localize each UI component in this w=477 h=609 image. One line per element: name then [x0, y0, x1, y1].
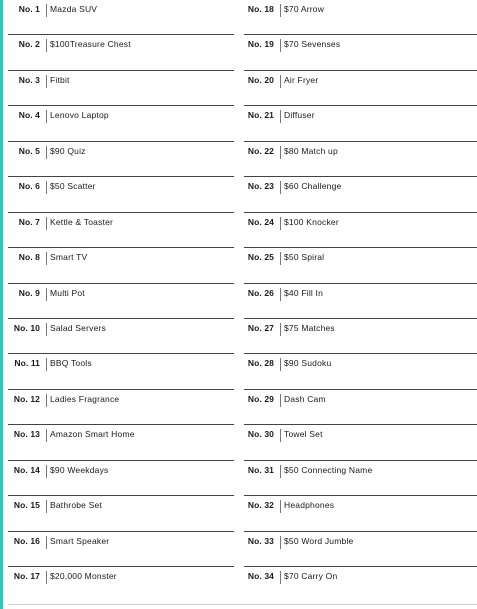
prize-row [244, 248, 477, 283]
prize-name: Salad Servers [50, 322, 106, 333]
prize-name: $90 Quiz [50, 145, 86, 156]
prize-row [8, 496, 234, 531]
prize-row [244, 532, 477, 567]
prize-name: Smart TV [50, 252, 88, 263]
prize-name: Smart Speaker [50, 535, 110, 546]
prize-name: Headphones [284, 500, 335, 511]
prize-name: Amazon Smart Home [50, 429, 135, 440]
prize-row [244, 390, 477, 425]
prize-row [8, 177, 234, 212]
prize-row [244, 319, 477, 354]
prize-number: No. 34 [247, 571, 274, 581]
prize-number: No. 30 [247, 429, 274, 440]
prize-number: No. 6 [18, 181, 40, 192]
prize-name: BBQ Tools [50, 358, 92, 369]
prize-row [244, 213, 477, 248]
prize-number: No. 14 [13, 464, 40, 475]
prize-number: No. 22 [247, 145, 274, 156]
prize-row [8, 354, 234, 389]
prize-name: $70 Arrow [284, 4, 325, 14]
prize-number: No. 4 [18, 110, 40, 121]
prize-row [244, 106, 477, 141]
prize-name: Bathrobe Set [50, 500, 103, 511]
prize-row [244, 177, 477, 212]
prize-row [244, 142, 477, 177]
prize-number: No. 10 [13, 322, 40, 333]
prize-number: No. 24 [247, 216, 274, 227]
prize-row [8, 35, 234, 70]
prize-number: No. 5 [18, 145, 40, 156]
prize-row [8, 71, 234, 106]
prize-name: $50 Word Jumble [284, 535, 354, 546]
prize-row [8, 567, 234, 602]
prize-name: Multi Pot [50, 287, 85, 298]
prize-number: No. 9 [18, 287, 40, 298]
prize-row [8, 248, 234, 283]
prize-row [8, 213, 234, 248]
prize-name: $20,000 Monster [50, 571, 117, 581]
prize-list-right [244, 0, 477, 602]
prize-row [8, 106, 234, 141]
prize-name: $90 Sudoku [284, 358, 332, 369]
prize-number: No. 27 [247, 322, 274, 333]
prize-name: Lenovo Laptop [50, 110, 109, 121]
prize-number: No. 12 [13, 393, 40, 404]
bottom-divider [8, 604, 477, 605]
prize-number: No. 17 [13, 571, 40, 581]
prize-number: No. 29 [247, 393, 274, 404]
prize-row [244, 71, 477, 106]
prize-number: No. 7 [18, 216, 40, 227]
prize-name: $50 Scatter [50, 181, 96, 192]
prize-number: No. 18 [247, 4, 274, 14]
prize-name: Mazda SUV [50, 4, 98, 14]
prize-row [244, 35, 477, 70]
accent-bar [0, 0, 3, 609]
prize-number: No. 23 [247, 181, 274, 192]
prize-name: $40 Fill In [284, 287, 324, 298]
prize-row [244, 354, 477, 389]
prize-name: Towel Set [284, 429, 323, 440]
prize-row [8, 142, 234, 177]
prize-number: No. 1 [18, 4, 40, 14]
prize-name: Fitbit [50, 74, 70, 85]
prize-name: $75 Matches [284, 322, 335, 333]
prize-name: $70 Sevenses [284, 39, 341, 50]
prize-number: No. 26 [247, 287, 274, 298]
prize-name: $80 Match up [284, 145, 338, 156]
prize-row [8, 425, 234, 460]
prize-number: No. 20 [247, 74, 274, 85]
prize-row [244, 284, 477, 319]
prize-name: $100 Knocker [284, 216, 339, 227]
prize-number: No. 31 [247, 464, 274, 475]
prize-number: No. 2 [18, 39, 40, 50]
prize-name: $70 Carry On [284, 571, 338, 581]
prize-name: Dash Cam [284, 393, 326, 404]
prize-number: No. 21 [247, 110, 274, 121]
prize-number: No. 32 [247, 500, 274, 511]
prize-number: No. 13 [13, 429, 40, 440]
prize-row [244, 425, 477, 460]
prize-number: No. 15 [13, 500, 40, 511]
prize-row [8, 532, 234, 567]
prize-name: $100Treasure Chest [50, 39, 131, 50]
prize-name: Kettle & Toaster [50, 216, 114, 227]
prize-name: Diffuser [284, 110, 315, 121]
prize-row [8, 0, 234, 35]
prize-row [8, 284, 234, 319]
prize-row [244, 0, 477, 35]
prize-number: No. 19 [247, 39, 274, 50]
prize-name: $90 Weekdays [50, 464, 109, 475]
prize-list-left [8, 0, 234, 602]
prize-row [244, 567, 477, 602]
prize-name: Air Fryer [284, 74, 319, 85]
prize-number: No. 8 [18, 252, 40, 263]
prize-name: $50 Spiral [284, 252, 325, 263]
prize-name: $60 Challenge [284, 181, 342, 192]
prize-number: No. 28 [247, 358, 274, 369]
prize-row [244, 461, 477, 496]
prize-number: No. 11 [14, 358, 40, 369]
prize-row [8, 461, 234, 496]
prize-number: No. 33 [247, 535, 274, 546]
prize-row [8, 319, 234, 354]
prize-row [8, 390, 234, 425]
prize-number: No. 16 [13, 535, 40, 546]
prize-number: No. 3 [18, 74, 40, 85]
prize-row [244, 496, 477, 531]
prize-name: Ladies Fragrance [50, 393, 120, 404]
prize-number: No. 25 [247, 252, 274, 263]
prize-name: $50 Connecting Name [284, 464, 373, 475]
